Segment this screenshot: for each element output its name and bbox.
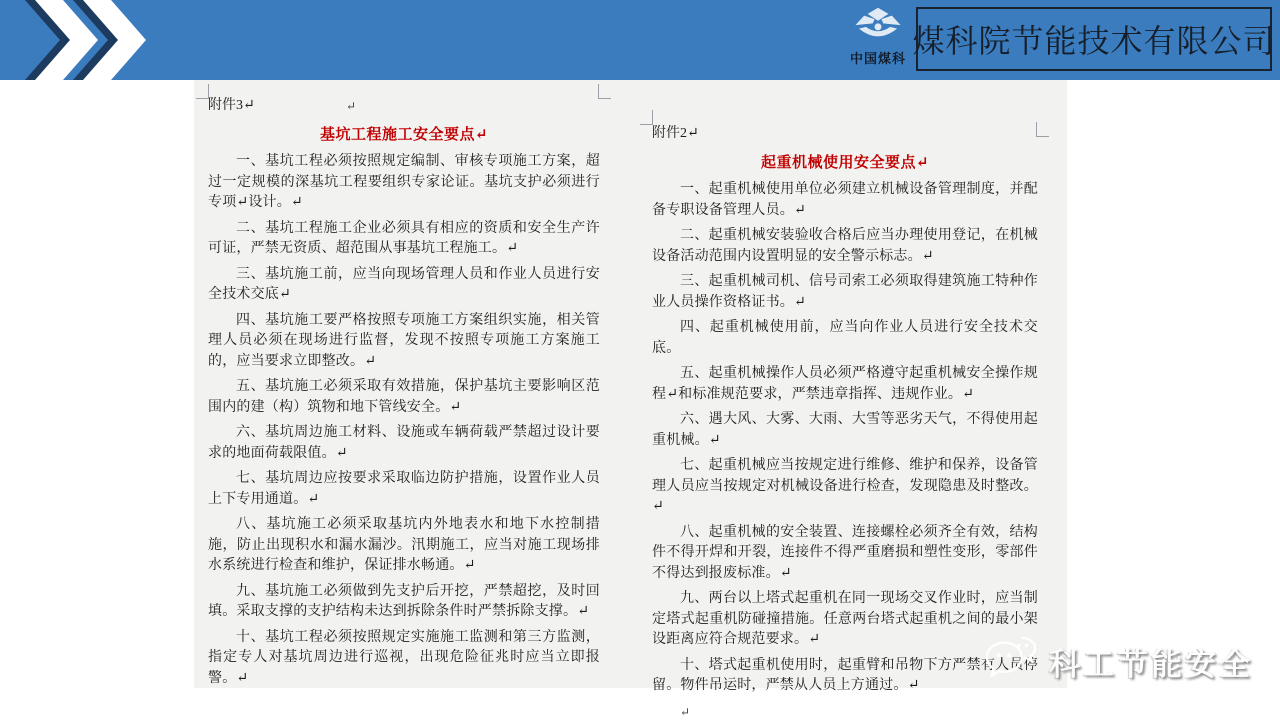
paragraph: 五、起重机械操作人员必须严格遵守起重机械安全操作规程↵和标准规范要求，严禁违章指挥、违规作业。↵ bbox=[652, 366, 1038, 402]
paragraph: 九、两台以上塔式起重机在同一现场交叉作业时，应当制定塔式起重机防碰撞措施。任意两台塔式起重机之间的最小架设距离应符合规范要求。↵ bbox=[652, 591, 1038, 647]
paragraph: 八、基坑施工必须采取基坑内外地表水和地下水控制措施，防止出现积水和漏水漏沙。汛期施工，应当对施工现场排水系统进行检查和维护，保证排水畅通。↵ bbox=[208, 517, 600, 573]
paragraph: 三、起重机械司机、信号司索工必须取得建筑施工特种作业人员操作资格证书。↵ bbox=[652, 274, 1038, 310]
left-document-page bbox=[208, 96, 600, 694]
wechat-watermark bbox=[983, 634, 1253, 688]
company-name: 煤科院节能技术有限公司 bbox=[912, 23, 1276, 59]
header-bar bbox=[0, 0, 1280, 80]
paragraph: 二、基坑工程施工企业必须具有相应的资质和安全生产许可证，严禁无资质、超范围从事基坑工程施工。↵ bbox=[208, 220, 600, 256]
paragraph-mark: ↵ bbox=[346, 99, 357, 113]
paragraph: 六、遇大风、大雾、大雨、大雪等恶劣天气，不得使用起重机械。↵ bbox=[652, 412, 1038, 448]
page-margin-mark bbox=[640, 110, 653, 125]
attachment-label-row bbox=[208, 96, 600, 116]
paragraph: 七、基坑周边应按要求采取临边防护措施，设置作业人员上下专用通道。↵ bbox=[208, 471, 600, 507]
paragraph: 十、塔式起重机使用时，起重臂和吊物下方严禁有人员停留。物件吊运时，严禁从人员上方通过。↵ bbox=[652, 657, 1038, 693]
paragraph: 十、基坑工程必须按照规定实施施工监测和第三方监测，指定专人对基坑周边进行巡视，出现危险征兆时应当立即报警。↵ bbox=[208, 629, 600, 686]
company-name-box bbox=[912, 7, 1276, 71]
document-title: 基坑工程施工安全要点↵ bbox=[319, 127, 489, 143]
watermark-text: 科工节能安全 bbox=[1049, 646, 1253, 682]
wechat-icon bbox=[983, 634, 1041, 688]
attachment-label-row bbox=[652, 124, 1038, 144]
company-logo bbox=[838, 6, 918, 74]
paragraph: 九、基坑施工必须做到先支护后开挖，严禁超挖，及时回填。采取支撑的支护结构未达到拆除条件时严禁拆除支撑。↵ bbox=[208, 583, 600, 619]
paragraph: 六、基坑周边施工材料、设施或车辆荷载严禁超过设计要求的地面荷载限值。↵ bbox=[208, 425, 600, 461]
paragraph-mark: ↵ bbox=[680, 704, 691, 719]
document-title: 起重机械使用安全要点↵ bbox=[760, 155, 930, 171]
paragraph: 七、起重机械应当按规定进行维修、维护和保养，设备管理人员应当按规定对机械设备进行检查，发现隐患及时整改。↵ bbox=[652, 458, 1038, 514]
paragraph: 一、基坑工程必须按照规定编制、审核专项施工方案，超过一定规模的深基坑工程要组织专家论证。基坑支护必须进行专项↵设计。↵ bbox=[208, 154, 600, 210]
attachment-label: 附件3↵ bbox=[208, 98, 255, 113]
paragraph: 三、基坑施工前，应当向现场管理人员和作业人员进行安全技术交底↵ bbox=[208, 266, 600, 302]
logo-caption: 中国煤科 bbox=[849, 51, 906, 66]
china-coal-tech-logo-icon bbox=[852, 6, 904, 46]
paragraph: 二、起重机械安装验收合格后应当办理使用登记，在机械设备活动范围内设置明显的安全警示标志。↵ bbox=[652, 228, 1038, 264]
paragraph: 八、起重机械的安全装置、连接螺栓必须齐全有效，结构件不得开焊和开裂，连接件不得严重磨损和塑性变形，零部件不得达到报废标准。↵ bbox=[652, 524, 1038, 581]
paragraph: 四、基坑施工要严格按照专项施工方案组织实施，相关管理人员必须在现场进行监督，发现不按照专项施工方案施工的，应当要求立即整改。↵ bbox=[208, 312, 600, 369]
paragraph: 五、基坑施工必须采取有效措施，保护基坑主要影响区范围内的建（构）筑物和地下管线安全。↵ bbox=[208, 379, 600, 415]
paragraph: 四、起重机械使用前，应当向作业人员进行安全技术交底。 bbox=[652, 320, 1038, 356]
right-document-page bbox=[652, 124, 1038, 727]
attachment-label: 附件2↵ bbox=[652, 126, 699, 141]
paragraph: 一、起重机械使用单位必须建立机械设备管理制度，并配备专职设备管理人员。↵ bbox=[652, 182, 1038, 218]
